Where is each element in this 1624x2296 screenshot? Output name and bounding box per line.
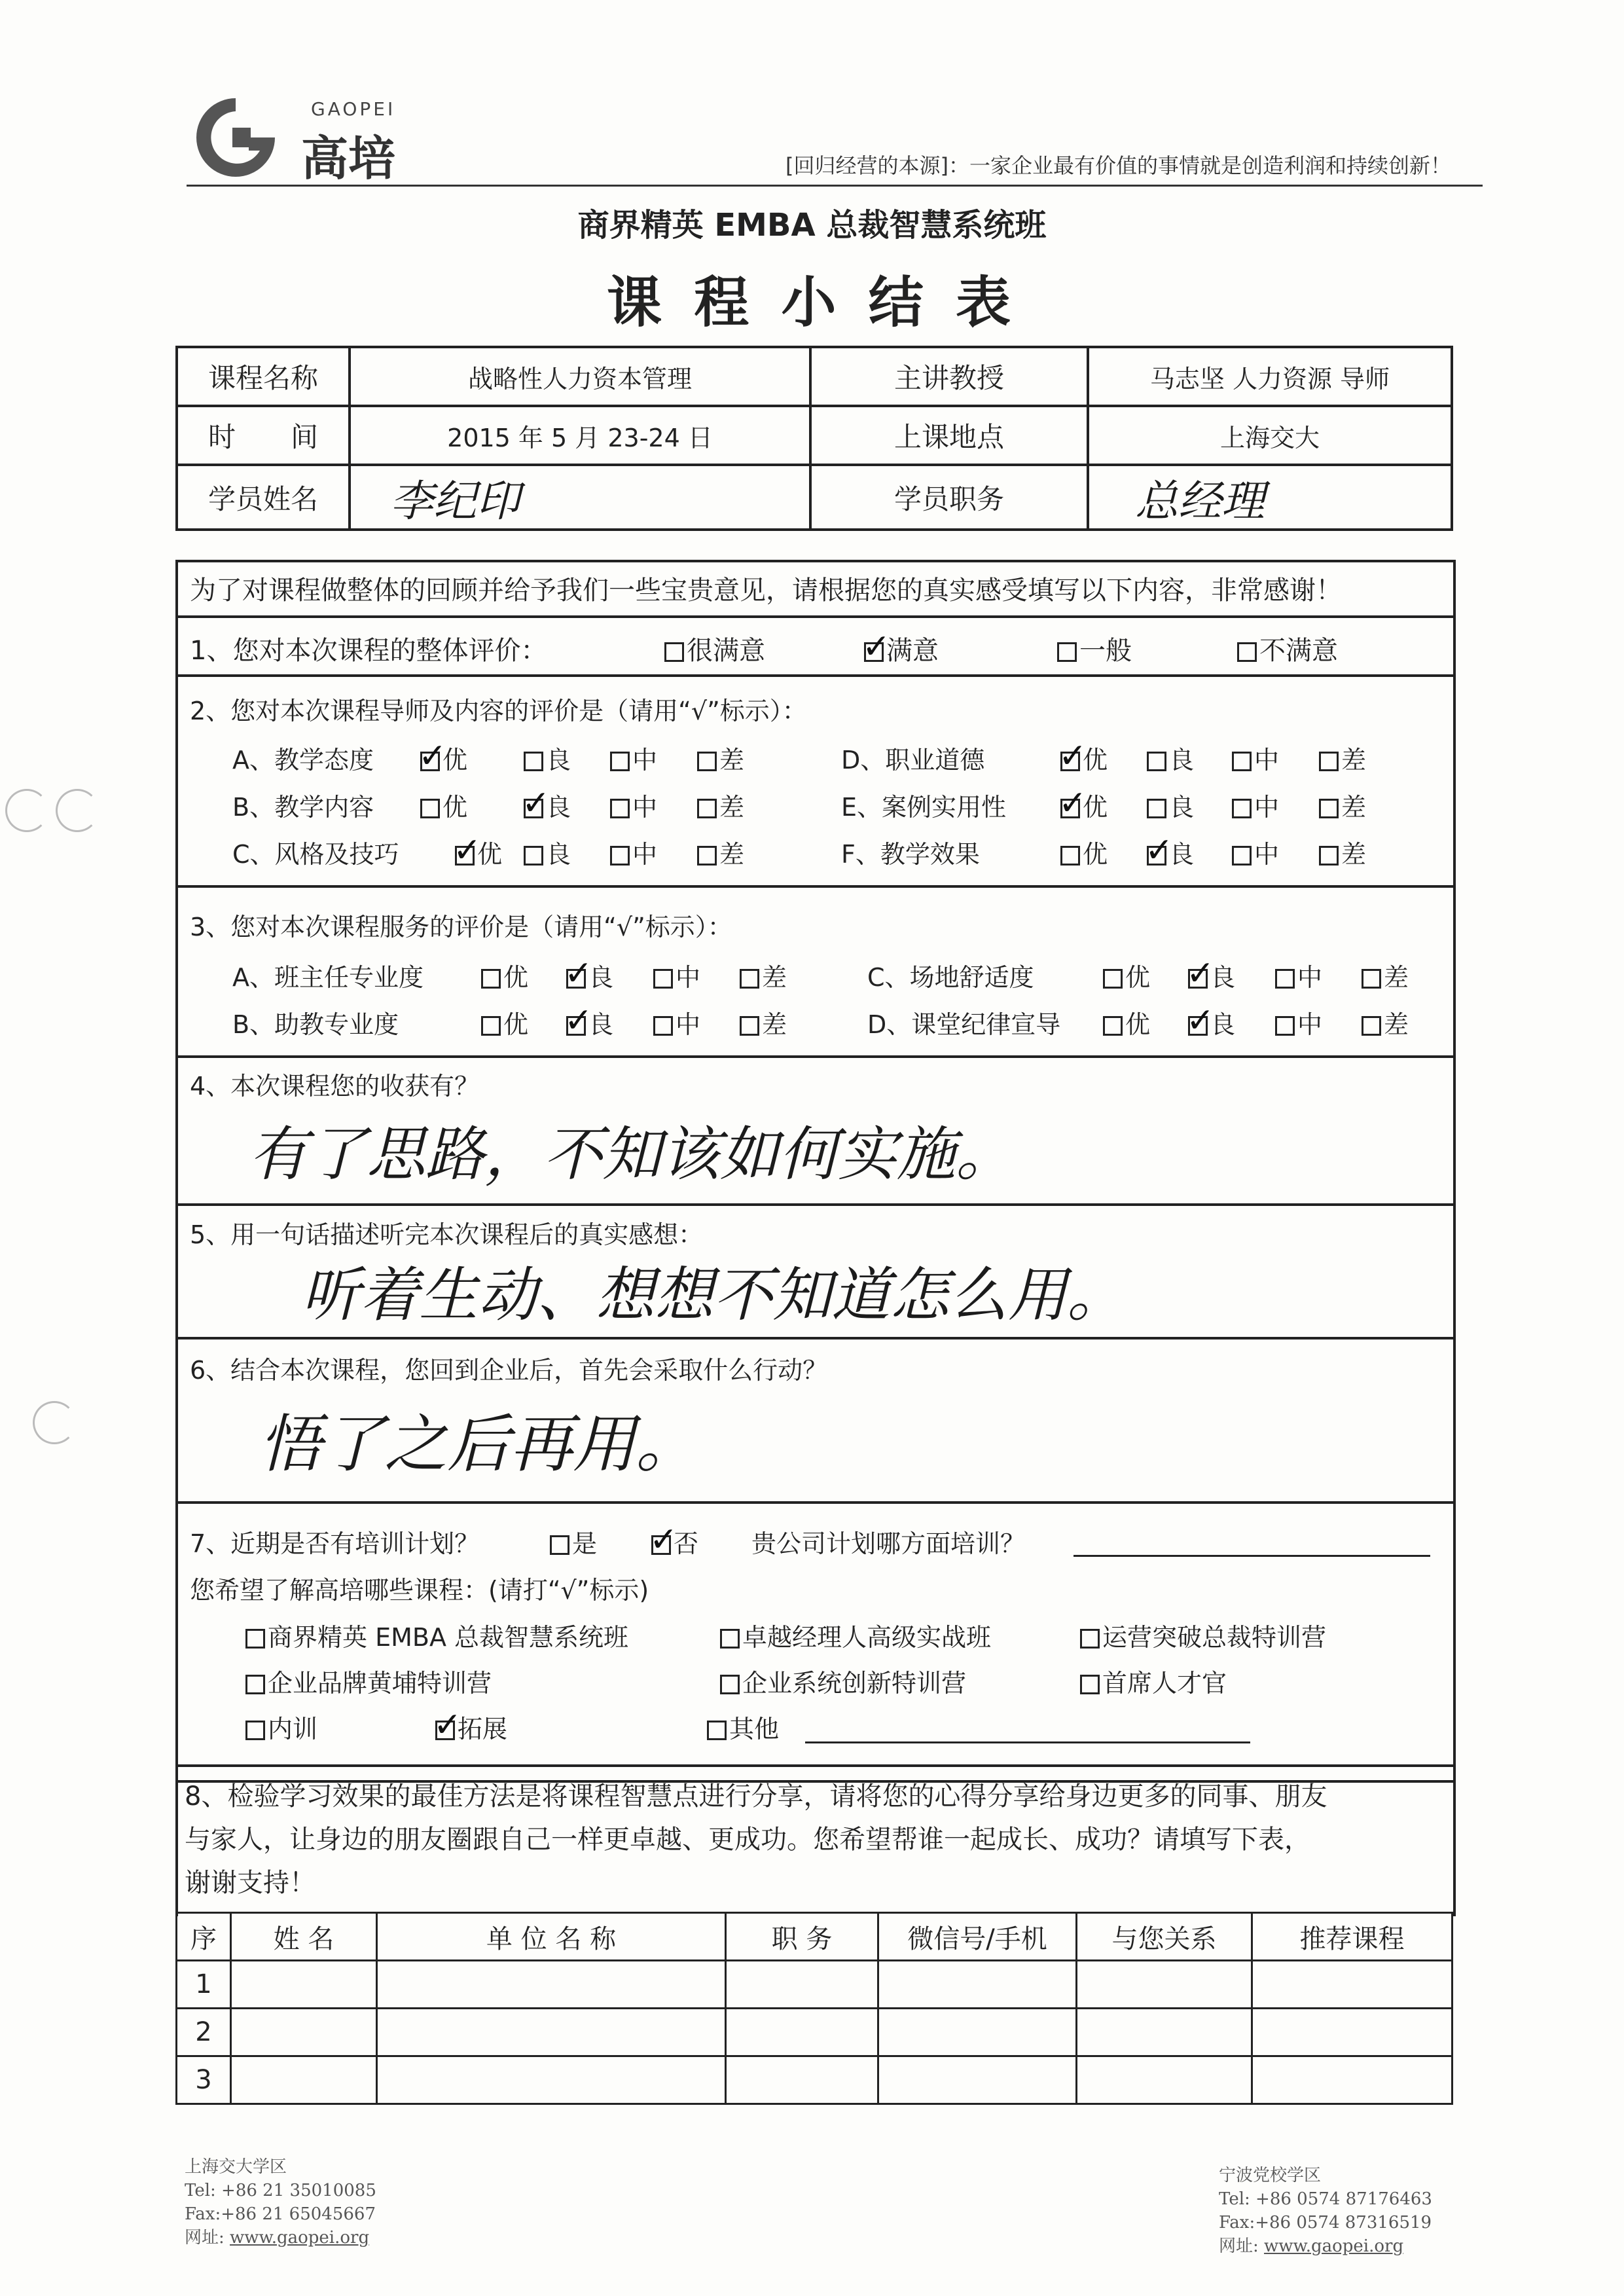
punch-hole-icon — [56, 789, 99, 832]
q2-e-grade-fair[interactable]: 中 — [1232, 787, 1279, 823]
q2-c-grade-fair[interactable]: 中 — [610, 834, 657, 870]
footer-left — [185, 2155, 376, 2250]
q3-a-grade-good[interactable]: ✓ 良 — [566, 957, 613, 993]
slogan: [回归经营的本源]：一家企业最有价值的事情就是创造利润和持续创新！ — [785, 153, 1451, 178]
q7-option-yes[interactable]: 是 — [550, 1523, 597, 1559]
divider-q4 — [175, 1203, 1453, 1206]
cell-course[interactable] — [1252, 2056, 1453, 2104]
q7-question: 7、近期是否有培训计划？ — [190, 1529, 480, 1558]
footer-right — [1219, 2164, 1432, 2258]
cell-wechat[interactable] — [878, 1961, 1077, 2009]
q2-c-grade-excellent[interactable]: ✓ 优 — [455, 834, 502, 870]
form-title: 课 程 小 结 表 — [607, 270, 1017, 335]
cell-course[interactable] — [1252, 2009, 1453, 2056]
q4-answer-handwritten[interactable]: 有了思路，不知该如何实施。 — [249, 1120, 1015, 1189]
footer-right-tel: Tel: +86 0574 87176463 — [1219, 2189, 1432, 2209]
cell-position[interactable] — [726, 1961, 878, 2009]
q2-item-d-label: D、职业道德 — [841, 746, 985, 774]
footer-right-fax: Fax:+86 0574 87316519 — [1219, 2213, 1432, 2232]
course-option-manager[interactable]: 卓越经理人高级实战班 — [720, 1617, 991, 1653]
col-company: 单 位 名 称 — [377, 1913, 726, 1961]
cell-company[interactable] — [377, 2056, 726, 2104]
cell-relation[interactable] — [1077, 2009, 1252, 2056]
q1-option-satisfied[interactable]: ✓ 满意 — [864, 630, 939, 667]
q3-c-grade-excellent[interactable]: 优 — [1103, 957, 1150, 993]
q3-c-grade-fair[interactable]: 中 — [1275, 957, 1322, 993]
punch-hole-icon — [33, 1401, 76, 1444]
q2-a-grade-poor[interactable]: 差 — [697, 740, 744, 776]
row-index: 3 — [177, 2056, 231, 2104]
q2-f-grade-poor[interactable]: 差 — [1319, 834, 1366, 870]
q2-e-grade-poor[interactable]: 差 — [1319, 787, 1366, 823]
cell-relation[interactable] — [1077, 2056, 1252, 2104]
q3-b-grade-good[interactable]: ✓ 良 — [566, 1004, 613, 1040]
course-option-internal[interactable]: 内训 — [245, 1709, 317, 1745]
footer-right-campus: 宁波党校学区 — [1219, 2166, 1322, 2185]
q2-b-grade-good[interactable]: ✓ 良 — [524, 787, 571, 823]
divider-q6 — [175, 1501, 1453, 1504]
q1-option-unsatisfied[interactable]: 不满意 — [1237, 630, 1338, 667]
q7-option-no[interactable]: ✓ 否 — [651, 1523, 698, 1559]
q5-question: 5、用一句话描述听完本次课程后的真实感想： — [190, 1220, 704, 1249]
q3-c-grade-good[interactable]: ✓ 良 — [1188, 957, 1235, 993]
q8-text-line2: 与家人，让身边的朋友圈跟自己一样更卓越、更成功。您希望帮谁一起成长、成功？请填写下表， — [185, 1825, 1310, 1855]
cell-course[interactable] — [1252, 1961, 1453, 2009]
q2-a-grade-fair[interactable]: 中 — [610, 740, 657, 776]
q4-question: 4、本次课程您的收获有？ — [190, 1072, 480, 1101]
q7-courses-question: 您希望了解高培哪些课程：(请打“√”标示) — [190, 1576, 649, 1605]
row-index: 1 — [177, 1961, 231, 2009]
logo — [187, 92, 409, 186]
q2-f-grade-excellent[interactable]: 优 — [1060, 834, 1108, 870]
cell-name[interactable] — [231, 2009, 377, 2056]
location-value: 上海交大 — [1088, 406, 1452, 465]
logo-text-cn: 高培 — [301, 131, 396, 186]
footer-left-web-row: 网址: www.gaopei.org — [185, 2228, 370, 2248]
program-title: 商界精英 EMBA 总裁智慧系统班 — [577, 207, 1047, 244]
q3-item-a-label: A、班主任专业度 — [232, 963, 424, 992]
q7-plan-field[interactable] — [1074, 1555, 1430, 1557]
cell-company[interactable] — [377, 2009, 726, 2056]
q1-option-very-satisfied[interactable]: 很满意 — [664, 630, 765, 667]
q3-b-grade-poor[interactable]: 差 — [740, 1004, 787, 1040]
q1-option-average[interactable]: 一般 — [1057, 630, 1132, 667]
intro-text: 为了对课程做整体的回顾并给予我们一些宝贵意见，请根据您的真实感受填写以下内容，非常感谢！ — [190, 575, 1342, 606]
q2-b-grade-fair[interactable]: 中 — [610, 787, 657, 823]
q2-b-grade-excellent[interactable]: 优 — [420, 787, 467, 823]
divider-intro — [175, 615, 1453, 618]
q2-f-grade-fair[interactable]: 中 — [1232, 834, 1279, 870]
col-course: 推荐课程 — [1252, 1913, 1453, 1961]
row-index: 2 — [177, 2009, 231, 2056]
q3-b-grade-fair[interactable]: 中 — [653, 1004, 700, 1040]
q2-e-grade-good[interactable]: 良 — [1147, 787, 1194, 823]
q3-question: 3、您对本次课程服务的评价是（请用“√”标示）： — [190, 913, 732, 941]
course-value: 战略性人力资本管理 — [350, 347, 810, 406]
q2-a-grade-good[interactable]: 良 — [524, 740, 571, 776]
q2-item-a-label: A、教学态度 — [232, 746, 374, 774]
footer-right-web-link[interactable]: www.gaopei.org — [1264, 2236, 1404, 2256]
logo-mark-icon — [187, 92, 285, 183]
q3-item-d-label: D、课堂纪律宣导 — [867, 1010, 1061, 1039]
logo-text-en: GAOPEI — [311, 98, 396, 120]
col-index: 序 — [177, 1913, 231, 1961]
cell-wechat[interactable] — [878, 2009, 1077, 2056]
lecturer-label: 主讲教授 — [810, 347, 1088, 406]
course-option-innovation[interactable]: 企业系统创新特训营 — [720, 1663, 966, 1699]
q2-e-grade-excellent[interactable]: ✓ 优 — [1060, 787, 1108, 823]
col-position: 职 务 — [726, 1913, 878, 1961]
q2-f-grade-good[interactable]: ✓ 良 — [1147, 834, 1194, 870]
footer-left-web-link[interactable]: www.gaopei.org — [230, 2228, 370, 2248]
q2-item-c-label: C、风格及技巧 — [232, 840, 399, 869]
table-row — [177, 2056, 1453, 2104]
col-name: 姓 名 — [231, 1913, 377, 1961]
punch-hole-icon — [5, 789, 48, 832]
q8-text-line1: 8、检验学习效果的最佳方法是将课程智慧点进行分享，请将您的心得分享给身边更多的同事、朋友 — [185, 1781, 1327, 1812]
course-other-field[interactable] — [805, 1741, 1250, 1743]
q6-answer-handwritten[interactable]: 悟了之后再用。 — [259, 1408, 698, 1481]
cell-name[interactable] — [231, 2056, 377, 2104]
cell-name[interactable] — [231, 1961, 377, 2009]
share-table — [175, 1912, 1453, 2105]
q6-question: 6、结合本次课程，您回到企业后，首先会采取什么行动？ — [190, 1356, 828, 1385]
q3-d-grade-poor[interactable]: 差 — [1362, 1004, 1409, 1040]
q2-d-grade-good[interactable]: 良 — [1147, 740, 1194, 776]
q2-a-grade-excellent[interactable]: ✓ 优 — [420, 740, 467, 776]
cell-position[interactable] — [726, 2056, 878, 2104]
q2-d-grade-excellent[interactable]: ✓ 优 — [1060, 740, 1108, 776]
course-option-other[interactable]: 其他 — [707, 1709, 779, 1745]
q2-d-grade-poor[interactable]: 差 — [1319, 740, 1366, 776]
divider-q3 — [175, 1055, 1453, 1058]
q3-c-grade-poor[interactable]: 差 — [1362, 957, 1409, 993]
course-option-outdoor[interactable]: ✓ 拓展 — [435, 1709, 507, 1745]
q7-plan-question: 贵公司计划哪方面培训？ — [751, 1529, 1026, 1558]
divider-q2 — [175, 885, 1453, 888]
course-info-table — [175, 346, 1453, 531]
q2-d-grade-fair[interactable]: 中 — [1232, 740, 1279, 776]
q2-b-grade-poor[interactable]: 差 — [697, 787, 744, 823]
divider-q1 — [175, 674, 1453, 677]
q3-item-c-label: C、场地舒适度 — [867, 963, 1034, 992]
q3-a-grade-poor[interactable]: 差 — [740, 957, 787, 993]
q5-answer-handwritten[interactable]: 听着生动、想想不知道怎么用。 — [301, 1261, 1126, 1330]
q2-item-e-label: E、案例实用性 — [841, 793, 1007, 822]
q2-item-f-label: F、教学效果 — [841, 840, 980, 869]
cell-wechat[interactable] — [878, 2056, 1077, 2104]
time-value: 2015 年 5 月 23-24 日 — [350, 406, 810, 465]
col-wechat: 微信号/手机 — [878, 1913, 1077, 1961]
q3-b-grade-excellent[interactable]: 优 — [481, 1004, 528, 1040]
header-rule — [187, 185, 1483, 187]
q2-item-b-label: B、教学内容 — [232, 793, 374, 822]
course-option-emba[interactable]: 商界精英 EMBA 总裁智慧系统班 — [245, 1617, 628, 1653]
course-label: 课程名称 — [177, 347, 350, 406]
table-row — [177, 1961, 1453, 2009]
course-option-operations[interactable]: 运营突破总裁特训营 — [1080, 1617, 1326, 1653]
q3-item-b-label: B、助教专业度 — [232, 1010, 399, 1039]
footer-left-fax: Fax:+86 21 65045667 — [185, 2204, 376, 2224]
q3-a-grade-excellent[interactable]: 优 — [481, 957, 528, 993]
course-option-cto[interactable]: 首席人才官 — [1080, 1663, 1227, 1699]
course-option-brand[interactable]: 企业品牌黄埔特训营 — [245, 1663, 492, 1699]
q3-d-grade-fair[interactable]: 中 — [1275, 1004, 1322, 1040]
q2-c-grade-good[interactable]: 良 — [524, 834, 571, 870]
q2-c-grade-poor[interactable]: 差 — [697, 834, 744, 870]
q2-question: 2、您对本次课程导师及内容的评价是（请用“√”标示）： — [190, 697, 807, 725]
q3-d-grade-good[interactable]: ✓ 良 — [1188, 1004, 1235, 1040]
cell-relation[interactable] — [1077, 1961, 1252, 2009]
footer-left-tel: Tel: +86 21 35010085 — [185, 2181, 376, 2200]
position-label: 学员职务 — [810, 465, 1088, 530]
table-row — [177, 2009, 1453, 2056]
cell-position[interactable] — [726, 2009, 878, 2056]
q3-a-grade-fair[interactable]: 中 — [653, 957, 700, 993]
q8-text-line3: 谢谢支持！ — [185, 1868, 316, 1898]
student-position-handwritten[interactable]: 总经理 — [1088, 465, 1452, 530]
student-name-handwritten[interactable]: 李纪印 — [350, 465, 810, 530]
time-label: 时 间 — [177, 406, 350, 465]
cell-company[interactable] — [377, 1961, 726, 2009]
footer-left-campus: 上海交大学区 — [185, 2157, 287, 2177]
student-label: 学员姓名 — [177, 465, 350, 530]
col-relation: 与您关系 — [1077, 1913, 1252, 1961]
q3-d-grade-excellent[interactable]: 优 — [1103, 1004, 1150, 1040]
lecturer-value: 马志坚 人力资源 导师 — [1088, 347, 1452, 406]
q1-question: 1、您对本次课程的整体评价： — [190, 636, 547, 666]
location-label: 上课地点 — [810, 406, 1088, 465]
divider-q5 — [175, 1337, 1453, 1339]
share-table-header — [177, 1913, 1453, 1961]
footer-right-web-row: 网址: www.gaopei.org — [1219, 2236, 1404, 2256]
